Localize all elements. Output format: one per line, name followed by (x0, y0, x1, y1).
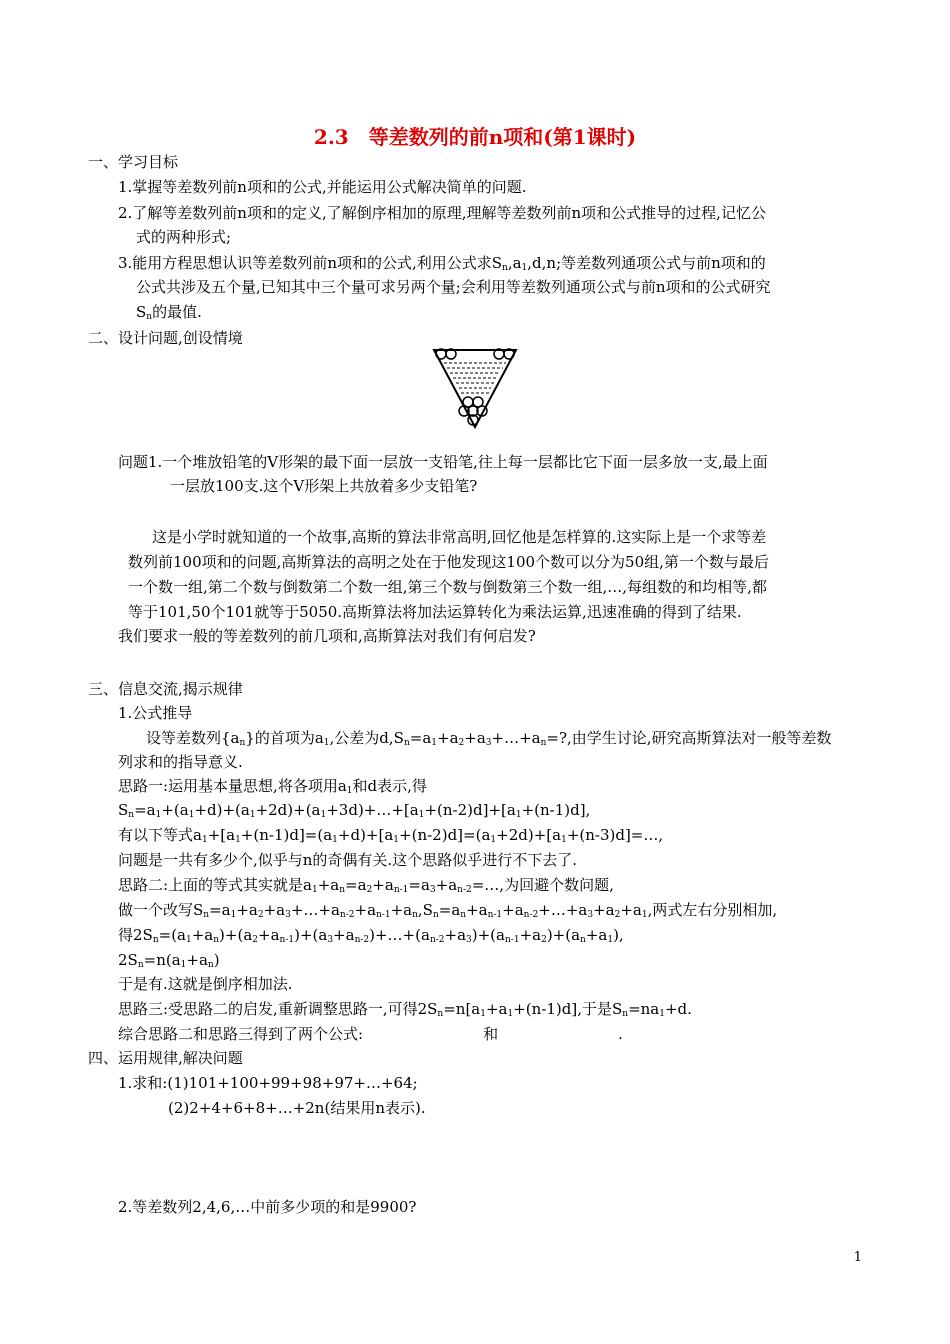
summary-line: 综合思路二和思路三得到了两个公式: 和 . (118, 1025, 623, 1043)
idea-2-sum: 得$2S_n=(a_1+a_n)+(a_2+a_{n-1})+(a_3+a_{n-2})+\dots+(a_{n-2}+a_3)+(a_{n-1}+a_2)+(a_n+a_1)$, (118, 926, 624, 945)
section-heading-4: 四、运用规律,解决问题 (88, 1049, 243, 1067)
goal-item-3-cont: 公式共涉及五个量,已知其中三个量可求另两个量;会利用等差数列通项公式与前n项和的公式研究 (136, 278, 771, 296)
section-heading-3: 三、信息交流,揭示规律 (88, 680, 243, 698)
derivation-intro-cont: 列求和的指导意义. (118, 753, 243, 771)
goal-item-1: 1.掌握等差数列前n项和的公式,并能运用公式解决简单的问题. (118, 178, 527, 196)
reverse-add-note: 于是有.这就是倒序相加法. (118, 975, 293, 993)
idea-1-equalities: 有以下等式$a_1+[a_1+(n-1)d]=(a_1+d)+[a_1+(n-2)d]=(a_1+2d)+[a_1+(n-3)d]=\dots$, (118, 826, 664, 845)
gauss-paragraph-line-2: 数列前100项和的问题,高斯算法的高明之处在于他发现这100个数可以分为50组,第一个数与最后 (128, 553, 769, 571)
idea-2-result: $2S_n=n(a_1+a_n)$ (118, 951, 220, 970)
idea-1: 思路一:运用基本量思想,将各项用$a_1$和d表示,得 (118, 777, 427, 796)
pencil-rack-diagram (430, 345, 520, 430)
gauss-paragraph-line-4: 等于101,50个101就等于5050.高斯算法将加法运算转化为乘法运算,迅速准确的得到了结果. (128, 603, 742, 621)
page-number: 1 (853, 1250, 862, 1265)
idea-2: 思路二:上面的等式其实就是$a_1+a_n=a_2+a_{n-1}=a_3+a_{n-2}=\dots$,为回避个数问题, (118, 876, 614, 895)
gauss-paragraph-line-5: 我们要求一般的等差数列的前几项和,高斯算法对我们有何启发? (118, 627, 536, 645)
exercise-1-part-2: (2)2+4+6+8+…+2n(结果用n表示). (168, 1099, 426, 1117)
goal-item-3: 3.能用方程思想认识等差数列前n项和的公式,利用公式求$S_n,a_1,d,n$;等差数列通项公式与前n项和的 (118, 254, 766, 273)
idea-3: 思路三:受思路二的启发,重新调整思路一,可得$2S_n=n[a_1+a_1+(n-1)d]$,于是$S_n=na_1+d$. (118, 1000, 692, 1019)
question-1-cont: 一层放100支.这个V形架上共放着多少支铅笔? (170, 477, 478, 495)
idea-2-rewrite: 做一个改写$S_n=a_1+a_2+a_3+\dots+a_{n-2}+a_{n-1}+a_n,S_n=a_n+a_{n-1}+a_{n-2}+\dots+a_3+a_2+a_1$,两式左右分别相加, (118, 901, 778, 920)
goal-item-2: 2.了解等差数列前n项和的定义,了解倒序相加的原理,理解等差数列前n项和公式推导的过程,记忆公 (118, 204, 766, 222)
page-title: 2.3 等差数列的前n项和(第1课时) (313, 125, 637, 149)
goal-item-2-cont: 式的两种形式; (136, 228, 232, 246)
derivation-intro: 设等差数列$\{a_n\}$的首项为$a_1$,公差为$d,S_n=a_1+a_2+a_3+\dots+a_n=$?,由学生讨论,研究高斯算法对一般等差数 (146, 729, 832, 748)
section-heading-2: 二、设计问题,创设情境 (88, 329, 243, 347)
exercise-1: 1.求和:(1)101+100+99+98+97+…+64; (118, 1074, 418, 1092)
gauss-paragraph-line-3: 一个数一组,第二个数与倒数第二个数一组,第三个数与倒数第三个数一组,…,每组数的和均相等,都 (128, 578, 767, 596)
subsection-formula-derivation: 1.公式推导 (118, 704, 193, 722)
exercise-2: 2.等差数列2,4,6,…中前多少项的和是9900? (118, 1198, 417, 1216)
section-heading-1: 一、学习目标 (88, 153, 179, 171)
gauss-paragraph-line-1: 这是小学时就知道的一个故事,高斯的算法非常高明,回忆他是怎样算的.这实际上是一个求等差 (152, 528, 767, 546)
idea-1-problem: 问题是一共有多少个,似乎与n的奇偶有关.这个思路似乎进行不下去了. (118, 851, 577, 869)
question-1: 问题1.一个堆放铅笔的V形架的最下面一层放一支铅笔,往上每一层都比它下面一层多放一支,最上面 (118, 453, 768, 471)
goal-item-3-end: $S_n$的最值. (136, 303, 202, 322)
idea-1-formula: $S_n=a_1+(a_1+d)+(a_1+2d)+(a_1+3d)+\dots+[a_1+(n-2)d]+[a_1+(n-1)d]$, (118, 801, 591, 820)
